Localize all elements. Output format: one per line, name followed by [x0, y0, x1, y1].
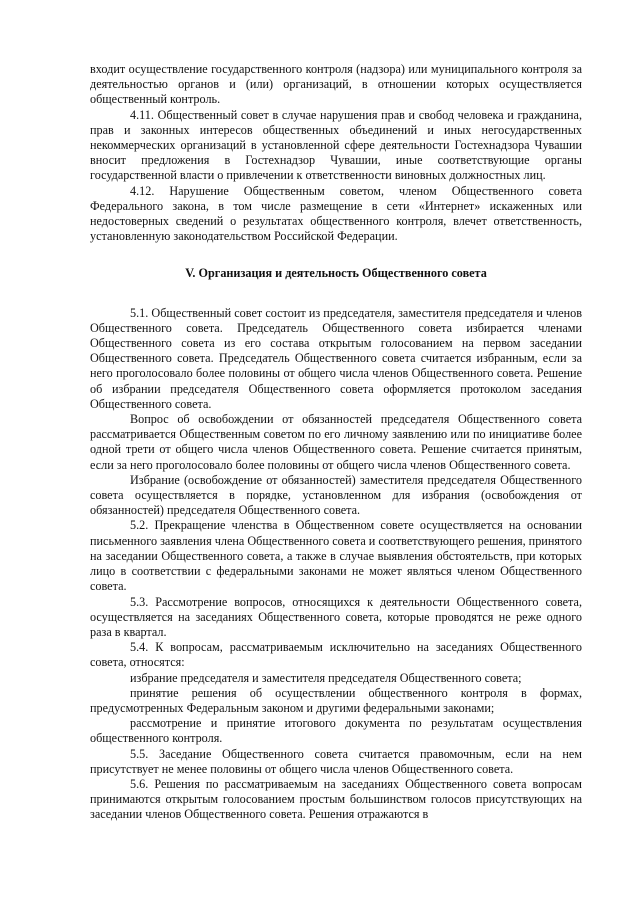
list-item-control-decision: принятие решения об осуществлении общественного контроля в формах, предусмотренных Федеральным законом и другими федеральными законами; [90, 685, 582, 715]
paragraph-5-4: 5.4. К вопросам, рассматриваемым исключительно на заседаниях Общественного совета, относятся: [90, 640, 582, 670]
list-item-final-document: рассмотрение и принятие итогового документа по результатам осуществления общественного контроля. [90, 716, 582, 746]
paragraph-5-6: 5.6. Решения по рассматриваемым на заседаниях Общественного совета вопросам принимаются открытым голосованием простым большинством голосов присутствующих на заседании членов Общественного совета. Решения отражаются в [90, 776, 582, 822]
paragraph-4-11: 4.11. Общественный совет в случае нарушения прав и свобод человека и гражданина, прав и законных интересов общественных объединений и иных негосударственных некоммерческих организаций в установленной сфере деятельности Гостехнадзора Чувашии вносит предложения в Гостехнадзор Чувашии, иные соответствующие органы государственной власти о привлечении к ответственности виновных должностных лиц. [90, 107, 582, 183]
paragraph-4-12: 4.12. Нарушение Общественным советом, членом Общественного совета Федерального закона, в том числе размещение в сети «Интернет» искаженных или недостоверных сведений о результатах общественного контроля, влечет ответственность, установленную законодательством Российской Федерации. [90, 183, 582, 244]
list-item-election: избрание председателя и заместителя председателя Общественного совета; [130, 670, 522, 685]
paragraph-chair-release: Вопрос об освобождении от обязанностей председателя Общественного совета рассматривается Общественным советом по его личному заявлению или по инициативе более одной трети от общего числа членов Общественного совета. Решение считается принятым, если за него проголосовало более половины от общего числа членов Общественного совета. [90, 412, 582, 472]
paragraph-continuation: входит осуществление государственного контроля (надзора) или муниципального контроля за деятельностью органов и (или) организаций, в отношении которых осуществляется общественный контроль. [90, 62, 582, 107]
section-heading: V. Организация и деятельность Общественного совета [185, 266, 487, 281]
paragraph-5-2: 5.2. Прекращение членства в Общественном совете осуществляется на основании письменного заявления члена Общественного совета и соответствующего решения, принятого на заседании Общественного совета, а также в случае выявления обстоятельств, при которых лицо в соответствии с федеральными законами не может являться членом Общественного совета. [90, 518, 582, 594]
document-page [90, 62, 582, 823]
paragraph-deputy-election: Избрание (освобождение от обязанностей) заместителя председателя Общественного совета осуществляется в порядке, установленном для избрания (освобождения от обязанностей) председателя Общественного совета. [90, 472, 582, 518]
paragraph-5-3: 5.3. Рассмотрение вопросов, относящихся к деятельности Общественного совета, осуществляется на заседаниях Общественного совета, которые проводятся не реже одного раза в квартал. [90, 594, 582, 639]
paragraph-5-5: 5.5. Заседание Общественного совета считается правомочным, если на нем присутствует не менее половины от общего числа членов Общественного совета. [90, 746, 582, 776]
paragraph-5-1: 5.1. Общественный совет состоит из председателя, заместителя председателя и членов Общественного совета. Председатель Общественного совета избирается членами Общественного совета из его состава открытым голосованием на первом заседании Общественного совета. Председатель Общественного совета считается избранным, если за него проголосовало более половины от общего числа членов Общественного совета. Решение об избрании председателя Общественного совета оформляется протоколом заседания Общественного совета. [90, 305, 582, 411]
